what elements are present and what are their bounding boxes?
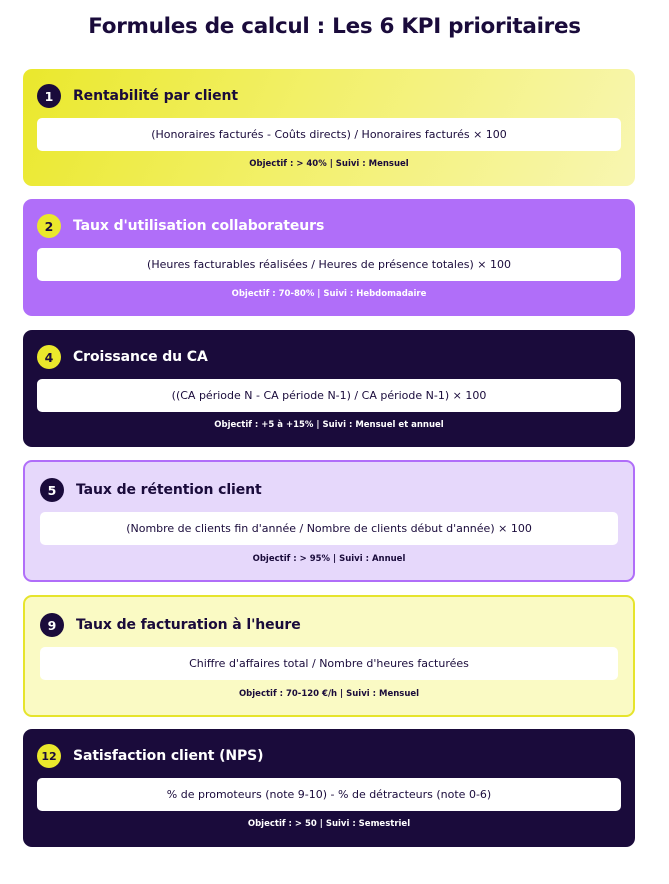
kpi-formula: ((CA période N - CA période N-1) / CA période N-1) × 100 — [37, 379, 621, 412]
kpi-number-badge: 1 — [37, 84, 61, 108]
kpi-title: Satisfaction client (NPS) — [73, 748, 264, 764]
kpi-number-badge: 4 — [37, 345, 61, 369]
kpi-objective: Objectif : > 50 | Suivi : Semestriel — [247, 819, 411, 829]
kpi-card-header — [37, 213, 324, 239]
kpi-objective: Objectif : +5 à +15% | Suivi : Mensuel et annuel — [214, 420, 444, 430]
kpi-card-utilisation — [23, 199, 635, 316]
kpi-title: Taux de facturation à l'heure — [76, 617, 301, 633]
kpi-card-croissance-ca — [23, 330, 635, 447]
kpi-formula: (Honoraires facturés - Coûts directs) / Honoraires facturés × 100 — [37, 118, 621, 151]
kpi-formula: (Nombre de clients fin d'année / Nombre de clients début d'année) × 100 — [40, 512, 618, 545]
kpi-number-badge: 5 — [40, 478, 64, 502]
kpi-card-header — [37, 344, 208, 370]
kpi-number-badge: 12 — [37, 744, 61, 768]
kpi-objective: Objectif : > 95% | Suivi : Annuel — [252, 554, 406, 564]
kpi-title: Rentabilité par client — [73, 88, 238, 104]
kpi-formula: Chiffre d'affaires total / Nombre d'heures facturées — [40, 647, 618, 680]
kpi-card-facturation-heure — [23, 595, 635, 717]
kpi-title: Taux d'utilisation collaborateurs — [73, 218, 325, 234]
kpi-card-header — [37, 83, 238, 109]
kpi-objective: Objectif : 70-80% | Suivi : Hebdomadaire — [231, 289, 427, 299]
page-title: Formules de calcul : Les 6 KPI prioritaires — [88, 14, 581, 39]
kpi-card-retention — [23, 460, 635, 582]
kpi-card-rentabilite — [23, 69, 635, 186]
kpi-objective: Objectif : > 40% | Suivi : Mensuel — [249, 159, 409, 169]
kpi-number-badge: 9 — [40, 613, 64, 637]
kpi-objective: Objectif : 70-120 €/h | Suivi : Mensuel — [238, 689, 420, 699]
kpi-card-header — [40, 612, 301, 638]
kpi-formula: % de promoteurs (note 9-10) - % de détracteurs (note 0-6) — [37, 778, 621, 811]
kpi-card-header — [40, 477, 262, 503]
kpi-number-badge: 2 — [37, 214, 61, 238]
kpi-formula: (Heures facturables réalisées / Heures de présence totales) × 100 — [37, 248, 621, 281]
kpi-card-nps — [23, 729, 635, 847]
kpi-card-header — [37, 743, 263, 769]
kpi-title: Taux de rétention client — [76, 482, 262, 498]
kpi-title: Croissance du CA — [73, 349, 208, 365]
